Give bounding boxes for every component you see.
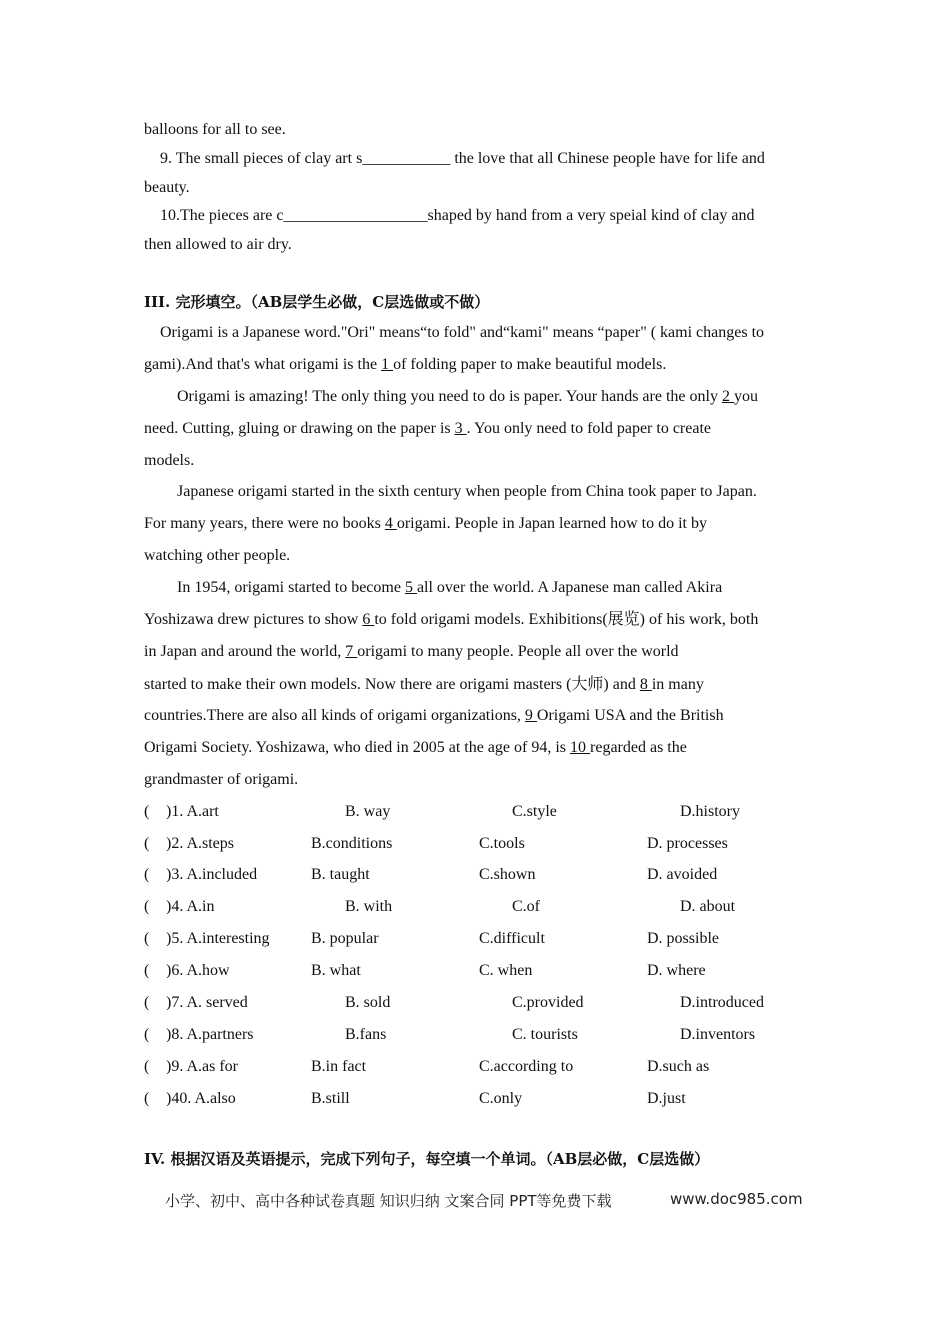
blank-9: 9 [524, 707, 537, 724]
option-b: B.conditions [311, 835, 393, 852]
passage-text: all over the world. A Japanese man called Akira [416, 579, 723, 596]
option-b: B. taught [311, 866, 370, 883]
text-line: beauty. [144, 179, 190, 196]
answer-paren[interactable]: ( [144, 866, 150, 883]
passage-line [144, 610, 758, 630]
option-a: )4. A.in [166, 898, 215, 915]
passage-line [144, 738, 687, 758]
passage-text: countries.There are also all kinds of origami organizations, [144, 707, 525, 724]
passage-line [144, 355, 666, 375]
option-row [144, 802, 844, 822]
option-a: )1. A.art [166, 803, 219, 820]
passage-line [177, 578, 722, 598]
passage-line: watching other people. [144, 547, 291, 564]
option-c: C.only [479, 1090, 523, 1107]
footer-text: 小学、初中、高中各种试卷真题 知识归纳 文案合同 PPT等免费下载 [165, 1192, 612, 1210]
option-a: )6. A.how [166, 962, 230, 979]
passage-text: Origami Society. Yoshizawa, who died in 2005 at the age of 94, is [144, 739, 571, 756]
text-line: balloons for all to see. [144, 121, 286, 138]
passage-text: gami).And that's what origami is the [144, 356, 382, 373]
question-text: 9. The small pieces of clay art s [160, 150, 363, 167]
option-d: D.inventors [680, 1026, 756, 1043]
passage-text: origami. People in Japan learned how to do it by [396, 515, 707, 532]
option-row [144, 961, 844, 981]
option-b: B. with [345, 898, 393, 915]
footer [165, 1190, 803, 1211]
option-c: C.provided [512, 994, 584, 1011]
option-c: C.tools [479, 835, 525, 852]
option-row [144, 1089, 844, 1109]
option-d: D.history [680, 803, 740, 820]
passage-text: . You only need to fold paper to create [466, 420, 711, 437]
passage-text: For many years, there were no books [144, 515, 385, 532]
option-row [144, 929, 844, 949]
passage-line [144, 706, 724, 726]
question-10 [160, 206, 755, 226]
question-9 [160, 149, 765, 169]
option-d: D.such as [647, 1058, 710, 1075]
section-heading: III. 完形填空。（AB层学生必做，C层选做或不做） [144, 293, 490, 311]
answer-paren[interactable]: ( [144, 930, 150, 947]
option-b: B. way [345, 803, 391, 820]
option-d: D.just [647, 1090, 686, 1107]
option-c: C.shown [479, 866, 536, 883]
option-b: B. what [311, 962, 361, 979]
passage-text: Origami is amazing! The only thing you need to do is paper. Your hands are the only [177, 388, 722, 405]
blank-10: 10 [570, 739, 591, 756]
passage-line: Japanese origami started in the sixth century when people from China took paper to Japan. [177, 483, 757, 500]
passage-line [144, 675, 704, 695]
option-b: B.in fact [311, 1058, 367, 1075]
answer-blank: ___________ [362, 150, 451, 167]
answer-paren[interactable]: ( [144, 994, 150, 1011]
option-a: )40. A.also [166, 1090, 236, 1107]
option-row [144, 1057, 844, 1077]
answer-blank: __________________ [283, 207, 428, 224]
answer-paren[interactable]: ( [144, 1058, 150, 1075]
answer-paren[interactable]: ( [144, 803, 150, 820]
blank-3: 3 [454, 420, 467, 437]
passage-line [144, 514, 707, 534]
option-b: B.still [311, 1090, 350, 1107]
passage-text: In 1954, origami started to become [177, 579, 405, 596]
option-c: C.style [512, 803, 557, 820]
option-a: )2. A.steps [166, 835, 234, 852]
text-line: then allowed to air dry. [144, 236, 292, 253]
option-c: C.according to [479, 1058, 574, 1075]
option-d: D. avoided [647, 866, 718, 883]
passage-line: Origami is a Japanese word."Ori" means“to fold" and“kami" means “paper" ( kami changes to [160, 324, 765, 341]
passage-text: origami to many people. People all over the world [357, 643, 679, 660]
option-b: B. popular [311, 930, 379, 947]
option-row [144, 897, 844, 917]
option-row [144, 993, 844, 1013]
answer-paren[interactable]: ( [144, 962, 150, 979]
question-text: 10.The pieces are c [160, 207, 284, 224]
option-b: B. sold [345, 994, 391, 1011]
passage-text: of folding paper to make beautiful models. [393, 356, 667, 373]
footer-url[interactable]: www.doc985.com [670, 1190, 803, 1208]
option-a: )3. A.included [166, 866, 258, 883]
section-heading: IV. 根据汉语及英语提示，完成下列句子，每空填一个单词。（AB层必做，C层选做） [144, 1150, 710, 1168]
option-c: C. tourists [512, 1026, 578, 1043]
passage-text: started to make their own models. Now there are origami masters (大师) and [144, 676, 640, 693]
option-c: C.difficult [479, 930, 545, 947]
option-d: D. possible [647, 930, 719, 947]
blank-6: 6 [362, 611, 375, 628]
blank-8: 8 [639, 676, 652, 693]
passage-line [144, 642, 679, 662]
option-d: D.introduced [680, 994, 764, 1011]
option-row [144, 865, 844, 885]
option-row [144, 834, 844, 854]
answer-paren[interactable]: ( [144, 898, 150, 915]
passage-line: grandmaster of origami. [144, 771, 299, 788]
blank-1: 1 [381, 356, 394, 373]
blank-7: 7 [345, 643, 358, 660]
passage-line: models. [144, 452, 195, 469]
passage-line [144, 419, 711, 439]
answer-paren[interactable]: ( [144, 1026, 150, 1043]
passage-text: in many [651, 676, 704, 693]
option-d: D. where [647, 962, 706, 979]
option-b: B.fans [345, 1026, 387, 1043]
blank-5: 5 [404, 579, 417, 596]
question-text: the love that all Chinese people have for life and [450, 150, 765, 167]
passage-text: Origami USA and the British [536, 707, 724, 724]
answer-paren[interactable]: ( [144, 835, 150, 852]
option-a: )9. A.as for [166, 1058, 238, 1075]
passage-text: you [733, 388, 758, 405]
passage-line [177, 387, 758, 407]
option-c: C.of [512, 898, 540, 915]
option-a: )8. A.partners [166, 1026, 254, 1043]
passage-text: to fold origami models. Exhibitions(展览) of his work, both [374, 611, 759, 628]
option-c: C. when [479, 962, 533, 979]
blank-2: 2 [721, 388, 734, 405]
passage-text: Yoshizawa drew pictures to show [144, 611, 363, 628]
passage-text: need. Cutting, gluing or drawing on the paper is [144, 420, 455, 437]
option-d: D. about [680, 898, 736, 915]
passage-text: regarded as the [590, 739, 687, 756]
option-a: )7. A. served [166, 994, 248, 1011]
answer-paren[interactable]: ( [144, 1090, 150, 1107]
option-a: )5. A.interesting [166, 930, 270, 947]
option-row [144, 1025, 844, 1045]
option-d: D. processes [647, 835, 728, 852]
blank-4: 4 [384, 515, 397, 532]
question-text: shaped by hand from a very speial kind of clay and [427, 207, 755, 224]
passage-text: in Japan and around the world, [144, 643, 346, 660]
